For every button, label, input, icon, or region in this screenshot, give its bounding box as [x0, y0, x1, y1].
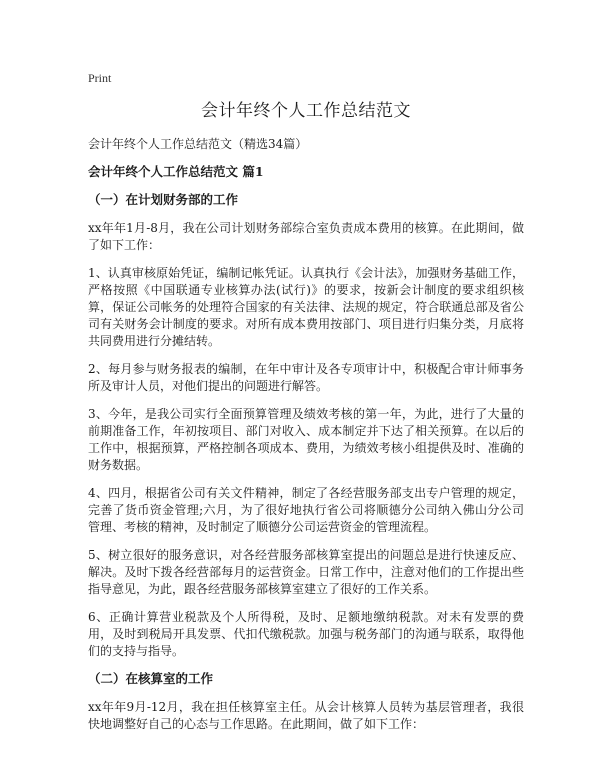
paragraph: 6、正确计算营业税款及个人所得税，及时、足额地缴纳税款。对未有发票的费用，及时到税局开具发票、代扣代缴税款。加强与税务部门的沟通与联系，取得他们的支持与指导。: [88, 610, 524, 658]
paragraph: 4、四月，根据省公司有关文件精神，制定了各经营服务部支出专户管理的规定，完善了货币资金管理;六月，为了很好地执行省公司将顺德分公司纳入佛山分公司管理、考核的精神，及时制定了顺德分公司运营资金的管理流程。: [88, 486, 524, 534]
paragraph: 3、今年，是我公司实行全面预算管理及绩效考核的第一年，为此，进行了大量的前期准备工作，年初按项目、部门对收入、成本制定并下达了相关预算。在以后的工作中，根据预算，严格控制各项成本、费用，为绩效考核小组提供及时、准确的财务数据。: [88, 407, 524, 472]
section-heading-accounting-office: （二）在核算室的工作: [88, 671, 214, 686]
paragraph: xx年年9月-12月，我在担任核算室主任。从会计核算人员转为基层管理者，我很快地调整好自己的心态与工作思路。在此期间，做了如下工作：: [88, 700, 524, 731]
paragraph: xx年年1月-8月，我在公司计划财务部综合室负责成本费用的核算。在此期间，做了如下工作：: [88, 221, 524, 252]
document-page: [88, 70, 524, 744]
article-heading: 会计年终个人工作总结范文 篇1: [88, 164, 264, 179]
paragraph: 1、认真审核原始凭证，编制记帐凭证。认真执行《会计法》，加强财务基础工作，严格按照《中国联通专业核算办法(试行)》的要求，按新会计制度的要求组织核算，保证公司帐务的处理符合国家的有关法律、法规的规定，符合联通总部及省公司有关财务会计制度的要求。对所有成本费用按部门、项目进行归集分类，月底将共同费用进行分摊结转。: [88, 266, 524, 348]
paragraph: 5、树立很好的服务意识，对各经营服务部核算室提出的问题总是进行快速反应、解决。及时下拨各经营部每月的运营资金。日常工作中，注意对他们的工作提出些指导意见，为此，跟各经营服务部核算室建立了很好的工作关系。: [88, 548, 524, 596]
section-heading-planning-finance: （一）在计划财务部的工作: [88, 192, 239, 207]
print-label[interactable]: Print: [88, 71, 112, 85]
document-subtitle: 会计年终个人工作总结范文（精选34篇）: [88, 137, 308, 151]
page-title: 会计年终个人工作总结范文: [201, 101, 411, 121]
paragraph: 2、每月参与财务报表的编制，在年中审计及各专项审计中，积极配合审计师事务所及审计人员，对他们提出的问题进行解答。: [88, 362, 524, 393]
